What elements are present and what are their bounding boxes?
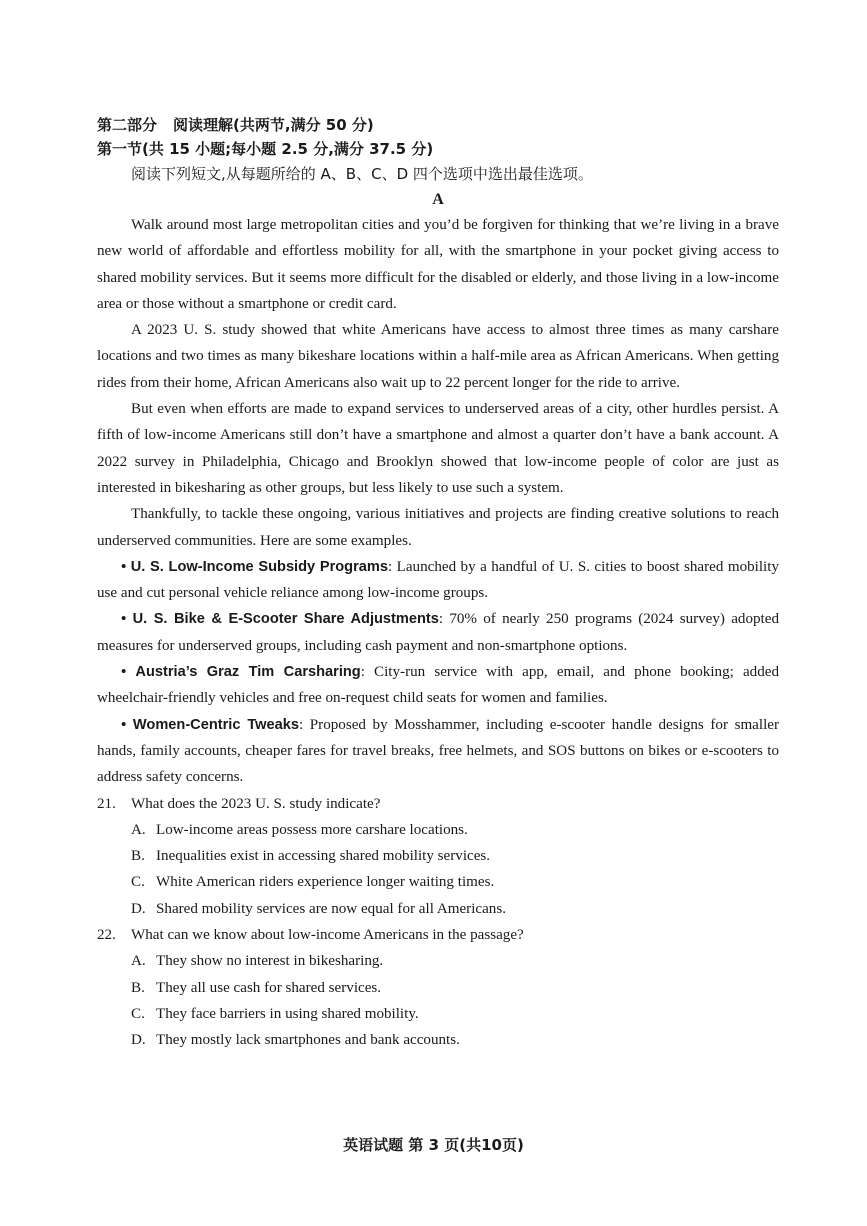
question-stem <box>97 922 779 948</box>
example-title: U. S. Low-Income Subsidy Programs <box>130 558 388 575</box>
answer-option[interactable] <box>97 817 779 843</box>
example-title: Women-Centric Tweaks <box>132 716 299 733</box>
example-text: City-run service with app, email, and phone booking; added wheelchair-friendly vehicles and free on-request child seats for women and families. <box>97 664 779 707</box>
section-heading-label: 第二部分 <box>97 116 158 134</box>
option-letter: D. <box>131 900 146 917</box>
question-21 <box>97 791 779 922</box>
answer-option[interactable] <box>97 843 779 869</box>
section-heading-detail: 阅读理解(共两节,满分 50 分) <box>173 116 374 134</box>
answer-option[interactable] <box>97 975 779 1001</box>
passage-paragraph: Thankfully, to tackle these ongoing, various initiatives and projects are finding creative solutions to reach underserved communities. Here are some examples. <box>97 506 779 549</box>
option-text: They face barriers in using shared mobility. <box>156 1005 419 1022</box>
option-letter: C. <box>131 874 145 891</box>
example-title: U. S. Bike & E-Scooter Share Adjustments <box>132 611 439 628</box>
page-footer: 英语试题 第 3 页(共10页) <box>343 1136 524 1154</box>
answer-option[interactable] <box>97 1001 779 1027</box>
question-number: 22. <box>97 927 116 944</box>
example-text: 70% of nearly 250 programs (2024 survey) adopted measures for underserved groups, including cash payment and non-smartphone options. <box>97 611 779 654</box>
passage-title: A <box>432 191 444 208</box>
option-letter: B. <box>131 979 145 996</box>
passage-paragraph: Walk around most large metropolitan cities and you’d be forgiven for thinking that we’re living in a brave new world of affordable and effortless mobility for all, with the smartphone in your pocket giving access to shared mobility services. But it seems more difficult for the disabled or elderly, and those living in a low-income area or those without a smartphone or credit card. <box>97 217 779 312</box>
option-text: They show no interest in bikesharing. <box>156 953 384 970</box>
example-item: • U. S. Bike & E-Scooter Share Adjustments: 70% of nearly 250 programs (2024 survey) adopted measures for underserved groups, including cash payment and non-smartphone options. <box>97 611 779 654</box>
option-text: White American riders experience longer waiting times. <box>156 874 495 891</box>
question-text: What does the 2023 U. S. study indicate? <box>131 795 381 812</box>
question-text: What can we know about low-income Americans in the passage? <box>131 927 524 944</box>
option-letter: A. <box>131 953 146 970</box>
option-text: Low-income areas possess more carshare locations. <box>156 821 468 838</box>
example-text: Proposed by Mosshammer, including e-scooter handle designs for smaller hands, family accounts, cheaper fares for travel breaks, free helmets, and SOS buttons on bikes or e-scooters to address safety concerns. <box>97 716 779 786</box>
answer-option[interactable] <box>97 896 779 922</box>
answer-option[interactable] <box>97 1027 779 1053</box>
option-text: They mostly lack smartphones and bank accounts. <box>156 1032 460 1049</box>
section-subheading: 第一节(共 15 小题;每小题 2.5 分,满分 37.5 分) <box>97 140 434 158</box>
example-item: • U. S. Low-Income Subsidy Programs: Launched by a handful of U. S. cities to boost shared mobility use and cut personal vehicle reliance among low-income groups. <box>97 558 779 602</box>
answer-option[interactable] <box>97 948 779 974</box>
exam-page <box>97 113 779 1054</box>
option-letter: C. <box>131 1005 145 1022</box>
example-title: Austria’s Graz Tim Carsharing <box>135 664 361 681</box>
question-stem <box>97 791 779 817</box>
bullet-icon: • <box>121 716 127 733</box>
section-heading <box>97 113 779 137</box>
example-item: • Austria’s Graz Tim Carsharing: City-run service with app, email, and phone booking; added wheelchair-friendly vehicles and free on-request child seats for women and families. <box>97 664 779 707</box>
question-22 <box>97 922 779 1053</box>
bullet-icon: • <box>121 558 127 575</box>
example-text: Launched by a handful of U. S. cities to boost shared mobility use and cut personal vehicle reliance among low-income groups. <box>97 558 779 602</box>
passage-paragraph: A 2023 U. S. study showed that white Americans have access to almost three times as many carshare locations and two times as many bikeshare locations within a half-mile area as African Americans. When getting rides from their home, African Americans also wait up to 22 percent longer for the ride to arrive. <box>97 322 779 391</box>
bullet-icon: • <box>121 664 127 681</box>
option-text: Shared mobility services are now equal for all Americans. <box>156 900 506 917</box>
example-item: • Women-Centric Tweaks: Proposed by Mosshammer, including e-scooter handle designs for smaller hands, family accounts, cheaper fares for travel breaks, free helmets, and SOS buttons on bikes or e-scooters to address safety concerns. <box>97 716 779 786</box>
bullet-icon: • <box>121 611 127 628</box>
instruction: 阅读下列短文,从每题所给的 A、B、C、D 四个选项中选出最佳选项。 <box>131 165 593 183</box>
option-letter: D. <box>131 1032 146 1049</box>
option-text: Inequalities exist in accessing shared mobility services. <box>156 848 491 865</box>
option-text: They all use cash for shared services. <box>156 979 382 996</box>
option-letter: B. <box>131 848 145 865</box>
answer-option[interactable] <box>97 869 779 895</box>
passage-paragraph: But even when efforts are made to expand services to underserved areas of a city, other hurdles persist. A fifth of low-income Americans still don’t have a smartphone and almost a quarter don’t have a bank account. A 2022 survey in Philadelphia, Chicago and Brooklyn showed that low-income people of color are just as interested in bikesharing as other groups, but less likely to use such a system. <box>97 401 779 496</box>
option-letter: A. <box>131 821 146 838</box>
question-number: 21. <box>97 795 116 812</box>
